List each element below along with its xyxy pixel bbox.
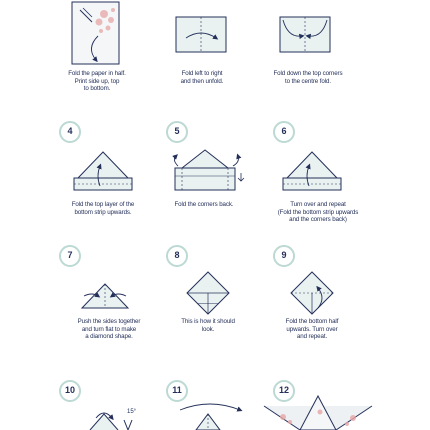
caption-line: Fold the bottom half bbox=[285, 318, 339, 325]
caption-line: Fold the paper in half. bbox=[68, 70, 126, 77]
step-3-caption bbox=[249, 70, 367, 85]
step-6-caption bbox=[256, 201, 380, 224]
caption-line: look. bbox=[201, 325, 215, 333]
step-1-illustration bbox=[72, 2, 119, 64]
caption-line: and turn flat to make bbox=[81, 325, 137, 333]
caption-line: to the centre fold. bbox=[285, 77, 331, 85]
caption-line: Fold down the top corners bbox=[273, 70, 343, 77]
step-number-4: 4 bbox=[59, 121, 81, 143]
caption-line: a diamond shape. bbox=[85, 333, 133, 341]
caption-line: Print side up, top bbox=[74, 77, 120, 85]
fold-angle-label: 15° bbox=[127, 409, 137, 415]
step-5-caption bbox=[145, 201, 263, 209]
caption-line: to bottom. bbox=[83, 85, 111, 93]
caption-line: (Fold the bottom strip upwards bbox=[277, 208, 359, 216]
step-number-7: 7 bbox=[59, 245, 81, 267]
step-6-illustration bbox=[283, 152, 341, 190]
step-2-illustration bbox=[176, 17, 226, 52]
caption-line: and the corners back) bbox=[289, 216, 347, 224]
step-7-illustration bbox=[82, 284, 128, 308]
step-number-9: 9 bbox=[273, 245, 295, 267]
step-number-6: 6 bbox=[273, 121, 295, 143]
caption-line: and then unfold. bbox=[180, 77, 224, 85]
step-2-caption bbox=[143, 70, 261, 85]
step-number-12: 12 bbox=[273, 380, 295, 402]
step-11-illustration bbox=[180, 404, 240, 430]
step-9-illustration bbox=[291, 272, 333, 314]
step-number-11: 11 bbox=[166, 380, 188, 402]
caption-line: Fold the top layer of the bbox=[71, 201, 135, 208]
step-number-5: 5 bbox=[166, 121, 188, 143]
step-8-caption bbox=[149, 318, 267, 333]
step-9-caption bbox=[253, 318, 371, 341]
caption-line: Fold left to right bbox=[181, 70, 223, 77]
caption-line: This is how it should bbox=[181, 318, 235, 325]
step-4-illustration bbox=[74, 152, 132, 190]
step-1-caption bbox=[38, 70, 156, 93]
step-10-illustration bbox=[90, 413, 132, 430]
step-5-illustration bbox=[174, 150, 244, 190]
step-number-10: 10 bbox=[59, 380, 81, 402]
caption-line: Push the sides together bbox=[77, 318, 141, 325]
step-3-illustration bbox=[280, 17, 330, 52]
caption-line: Turn over and repeat bbox=[290, 201, 346, 208]
caption-line: Fold the corners back. bbox=[174, 201, 234, 208]
caption-line: bottom strip upwards. bbox=[74, 208, 132, 216]
caption-line: and repeat. bbox=[296, 333, 328, 341]
caption-line: upwards. Turn over bbox=[286, 325, 338, 333]
step-number-8: 8 bbox=[166, 245, 188, 267]
step-8-illustration bbox=[187, 272, 229, 314]
